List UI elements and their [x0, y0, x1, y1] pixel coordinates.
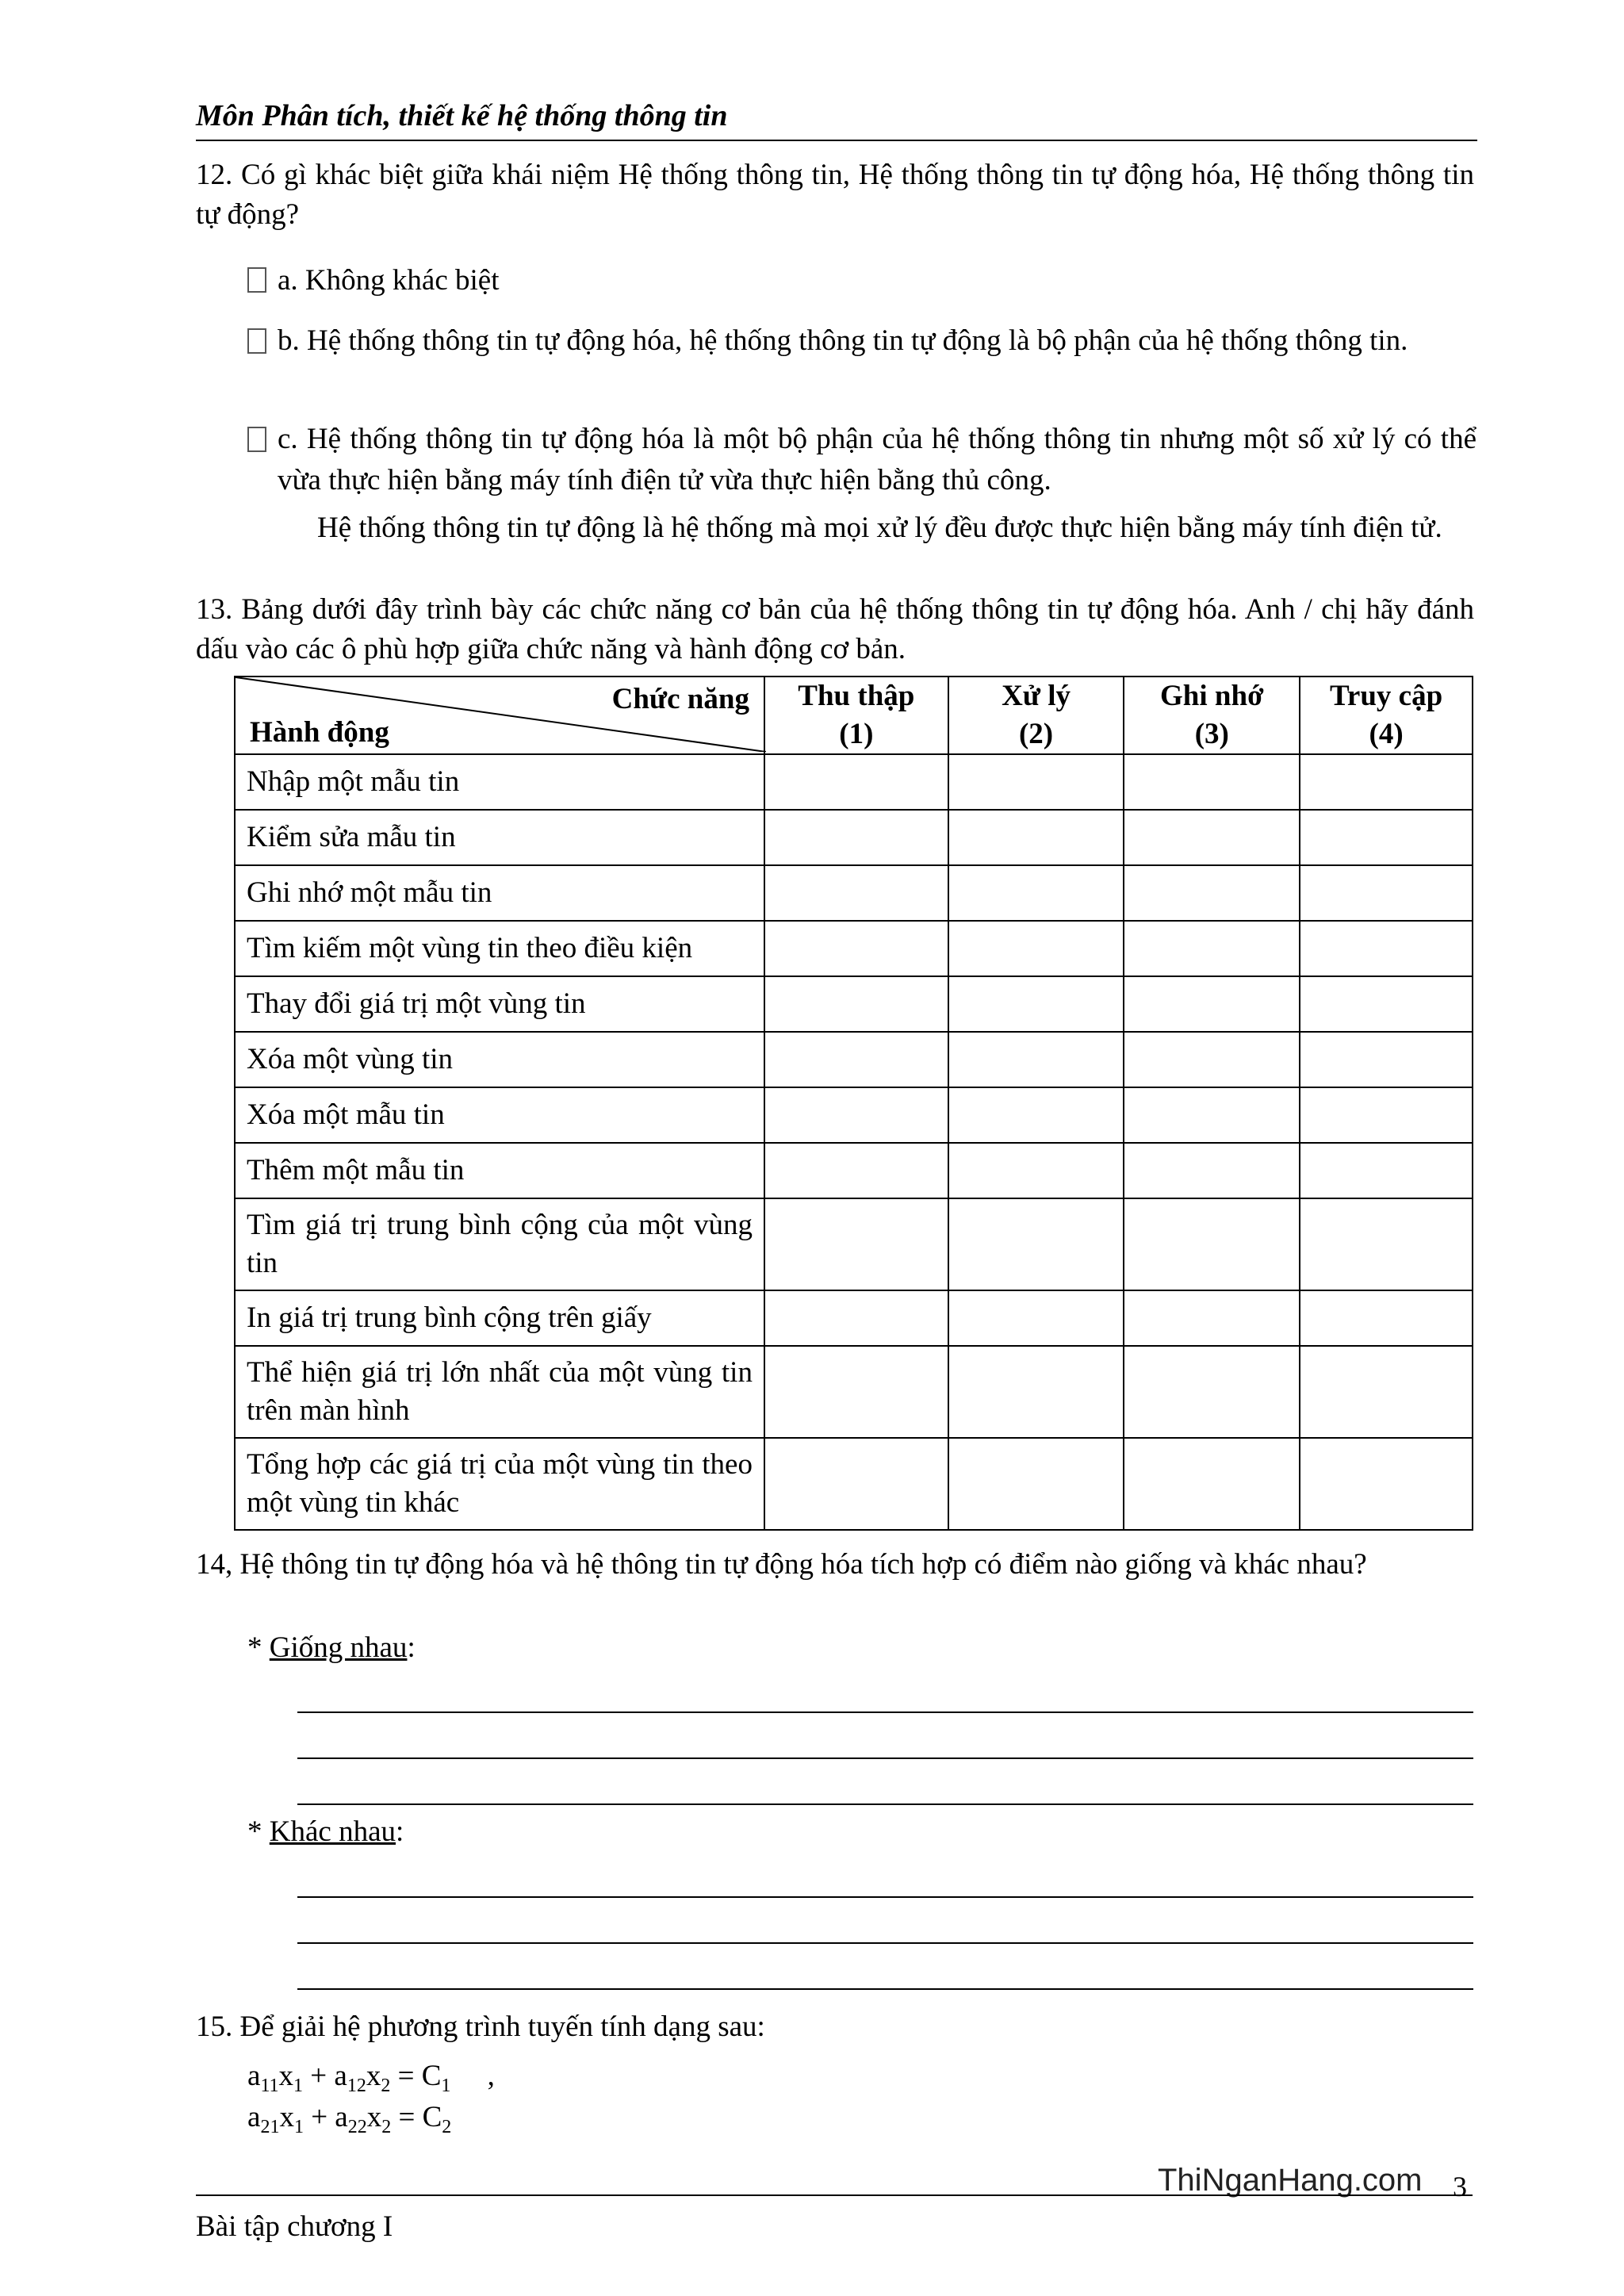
mark-cell[interactable]	[1300, 1032, 1473, 1087]
column-header: Thu thập (1)	[764, 677, 948, 754]
mark-cell[interactable]	[1124, 1032, 1300, 1087]
mark-cell[interactable]	[948, 921, 1124, 976]
mark-cell[interactable]	[948, 1198, 1124, 1290]
q14-diff-heading: * Khác nhau:	[247, 1815, 404, 1848]
table-row	[235, 1087, 1473, 1143]
mark-cell[interactable]	[1124, 921, 1300, 976]
answer-line[interactable]	[297, 1711, 1473, 1713]
row-label: Nhập một mẫu tin	[235, 754, 764, 810]
mark-cell[interactable]	[1124, 810, 1300, 865]
column-header: Truy cập (4)	[1300, 677, 1473, 754]
function-action-table	[234, 676, 1473, 1531]
mark-cell[interactable]	[948, 1032, 1124, 1087]
mark-cell[interactable]	[948, 1087, 1124, 1143]
q15-equation-1: $a_{11}x_1 + a_{12}x_2 = C_1$ ,	[247, 2060, 495, 2096]
mark-cell[interactable]	[1300, 810, 1473, 865]
mark-cell[interactable]	[1300, 1198, 1473, 1290]
column-header: Xử lý (2)	[948, 677, 1124, 754]
table-row	[235, 1346, 1473, 1438]
mark-cell[interactable]	[1124, 1290, 1300, 1346]
option-text: a. Không khác biệt	[278, 264, 500, 297]
q13-question: 13. Bảng dưới đây trình bày các chức năng cơ bản của hệ thống thông tin tự động hóa. Anh / chị hãy đánh dấu vào các ô phù hợp giữa chức năng và hành động cơ bản.	[196, 593, 1474, 665]
table-row	[235, 1290, 1473, 1346]
mark-cell[interactable]	[764, 754, 948, 810]
mark-cell[interactable]	[1124, 1198, 1300, 1290]
mark-cell[interactable]	[948, 1438, 1124, 1530]
mark-cell[interactable]	[1300, 1087, 1473, 1143]
header-divider	[196, 140, 1477, 141]
mark-cell[interactable]	[764, 865, 948, 921]
mark-cell[interactable]	[764, 1087, 948, 1143]
answer-line[interactable]	[297, 1942, 1473, 1944]
answer-line[interactable]	[297, 1988, 1473, 1990]
mark-cell[interactable]	[1124, 976, 1300, 1032]
mark-cell[interactable]	[1124, 1087, 1300, 1143]
table-row	[235, 1198, 1473, 1290]
table-row	[235, 810, 1473, 865]
row-label: Thêm một mẫu tin	[235, 1143, 764, 1198]
q15-equation-2: $a_{21}x_1 + a_{22}x_2 = C_2$	[247, 2101, 452, 2137]
answer-line[interactable]	[297, 1803, 1473, 1805]
table-row	[235, 921, 1473, 976]
checkbox[interactable]	[247, 267, 266, 293]
row-label: Xóa một vùng tin	[235, 1032, 764, 1087]
row-label: Kiểm sửa mẫu tin	[235, 810, 764, 865]
q14-same-heading: * Giống nhau:	[247, 1631, 416, 1664]
table-corner-header	[235, 677, 764, 754]
answer-line[interactable]	[297, 1896, 1473, 1898]
mark-cell[interactable]	[764, 1346, 948, 1438]
watermark-text: ThiNganHang.com	[1158, 2163, 1423, 2198]
table-row	[235, 1438, 1473, 1530]
q12-option-a[interactable]	[247, 260, 1477, 301]
table-row	[235, 1143, 1473, 1198]
mark-cell[interactable]	[764, 921, 948, 976]
table-row	[235, 865, 1473, 921]
mark-cell[interactable]	[948, 810, 1124, 865]
mark-cell[interactable]	[1124, 865, 1300, 921]
mark-cell[interactable]	[1300, 976, 1473, 1032]
row-label: Tổng hợp các giá trị của một vùng tin theo một vùng tin khác	[235, 1438, 764, 1530]
checkbox[interactable]	[247, 427, 266, 452]
mark-cell[interactable]	[948, 1346, 1124, 1438]
chapter-label: Bài tập chương I	[196, 2210, 393, 2243]
mark-cell[interactable]	[948, 976, 1124, 1032]
mark-cell[interactable]	[764, 1438, 948, 1530]
answer-line[interactable]	[297, 1757, 1473, 1759]
mark-cell[interactable]	[1124, 1143, 1300, 1198]
mark-cell[interactable]	[764, 810, 948, 865]
footer-divider	[196, 2194, 1473, 2196]
mark-cell[interactable]	[764, 976, 948, 1032]
mark-cell[interactable]	[1300, 921, 1473, 976]
mark-cell[interactable]	[764, 1290, 948, 1346]
row-label: Xóa một mẫu tin	[235, 1087, 764, 1143]
mark-cell[interactable]	[1300, 1438, 1473, 1530]
q14-question: 14, Hệ thông tin tự động hóa và hệ thông tin tự động hóa tích hợp có điểm nào giống và khác nhau?	[196, 1548, 1367, 1581]
row-label: Tìm giá trị trung bình cộng của một vùng tin	[235, 1198, 764, 1290]
column-header: Ghi nhớ (3)	[1124, 677, 1300, 754]
mark-cell[interactable]	[1300, 1346, 1473, 1438]
table-row	[235, 754, 1473, 810]
diff-label: Khác nhau	[269, 1815, 396, 1848]
mark-cell[interactable]	[1124, 1438, 1300, 1530]
table-row	[235, 1032, 1473, 1087]
mark-cell[interactable]	[1300, 865, 1473, 921]
mark-cell[interactable]	[948, 1290, 1124, 1346]
page-number: 3	[1453, 2171, 1467, 2202]
q12-question: 12. Có gì khác biệt giữa khái niệm Hệ thống thông tin, Hệ thống thông tin tự động hóa, Hệ thống thông tin tự động?	[196, 159, 1474, 231]
mark-cell[interactable]	[948, 1143, 1124, 1198]
mark-cell[interactable]	[1300, 1290, 1473, 1346]
q12-option-c-extra: Hệ thống thông tin tự động là hệ thống mà mọi xử lý đều được thực hiện bằng máy tính điện tử.	[317, 512, 1442, 544]
row-label: Ghi nhớ một mẫu tin	[235, 865, 764, 921]
mark-cell[interactable]	[764, 1143, 948, 1198]
q15-question: 15. Để giải hệ phương trình tuyến tính dạng sau:	[196, 2010, 765, 2043]
row-label: Thể hiện giá trị lớn nhất của một vùng tin trên màn hình	[235, 1346, 764, 1438]
mark-cell[interactable]	[948, 865, 1124, 921]
table-row	[235, 976, 1473, 1032]
mark-cell[interactable]	[764, 1198, 948, 1290]
q12-option-b[interactable]	[247, 320, 1477, 362]
row-label: Tìm kiếm một vùng tin theo điều kiện	[235, 921, 764, 976]
mark-cell[interactable]	[1300, 754, 1473, 810]
page-header-title: Môn Phân tích, thiết kế hệ thống thông tin	[196, 99, 728, 132]
mark-cell[interactable]	[1300, 1143, 1473, 1198]
mark-cell[interactable]	[948, 754, 1124, 810]
mark-cell[interactable]	[1124, 754, 1300, 810]
checkbox[interactable]	[247, 328, 266, 354]
q12-option-c[interactable]	[247, 419, 1477, 501]
row-label: In giá trị trung bình cộng trên giấy	[235, 1290, 764, 1346]
mark-cell[interactable]	[764, 1032, 948, 1087]
corner-label-function: Chức năng	[611, 683, 749, 715]
option-text: c. Hệ thống thông tin tự động hóa là một bộ phận của hệ thống thông tin nhưng một số xử lý có thể vừa thực hiện bằng máy tính điện tử vừa thực hiện bằng thủ công.	[278, 423, 1477, 496]
option-text: b. Hệ thống thông tin tự động hóa, hệ thống thông tin tự động là bộ phận của hệ thống thông tin.	[278, 324, 1408, 357]
mark-cell[interactable]	[1124, 1346, 1300, 1438]
corner-label-action: Hành động	[250, 716, 389, 749]
same-label: Giống nhau	[269, 1631, 408, 1664]
row-label: Thay đổi giá trị một vùng tin	[235, 976, 764, 1032]
